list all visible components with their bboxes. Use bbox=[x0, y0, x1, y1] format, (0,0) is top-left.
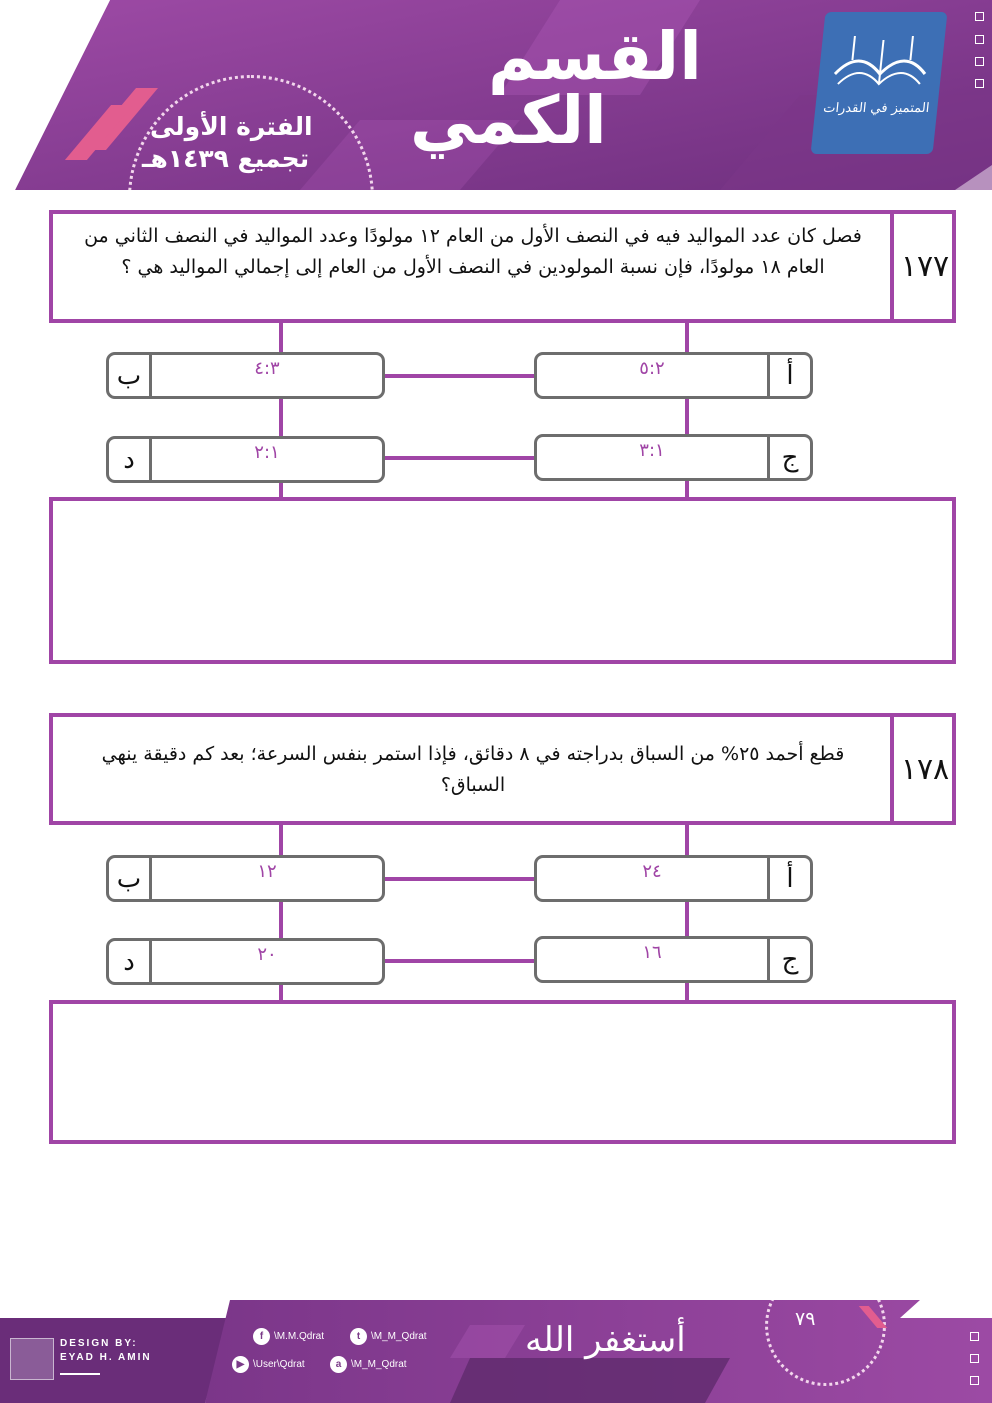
divider bbox=[60, 1373, 100, 1375]
option-label: ج bbox=[767, 437, 810, 478]
facebook-link[interactable] bbox=[253, 1328, 324, 1345]
question-text: قطع أحمد ٢٥% من السباق بدراجته في ٨ دقائق، فإذا استمر بنفس السرعة؛ بعد كم دقيقة ينهي السباق؟ bbox=[101, 743, 845, 796]
option-label: د bbox=[109, 439, 152, 480]
designer-name: EYAD H. AMIN bbox=[60, 1352, 152, 1363]
period-label: الفترة الأولى bbox=[150, 112, 313, 141]
twitter-handle: \M_M_Qdrat bbox=[371, 1331, 427, 1342]
decor-square bbox=[975, 57, 984, 66]
option-d[interactable] bbox=[106, 436, 385, 483]
calligraphy: أستغفر الله bbox=[525, 1320, 686, 1360]
connector-line bbox=[383, 959, 536, 963]
decor-square bbox=[970, 1354, 979, 1363]
answer-box[interactable] bbox=[49, 1000, 956, 1144]
question-text: فصل كان عدد المواليد فيه في النصف الأول من العام ١٢ مولودًا وعدد المواليد في النصف الثاني من العام ١٨ مولودًا، فإن نسبة المولودين في النصف الأول من العام إلى إجمالي المواليد هي ؟ bbox=[84, 225, 862, 278]
option-value: ١٦ bbox=[642, 942, 662, 963]
option-label: ب bbox=[109, 355, 152, 396]
option-value: ٢٠ bbox=[257, 944, 277, 965]
book-icon bbox=[829, 30, 933, 90]
page-footer bbox=[0, 1300, 992, 1403]
ask-icon: a bbox=[330, 1356, 347, 1373]
page-number: ٧٩ bbox=[795, 1308, 816, 1330]
option-value: ٥:٢ bbox=[639, 358, 665, 379]
option-d[interactable] bbox=[106, 938, 385, 985]
connector-line bbox=[383, 456, 536, 460]
decor-square bbox=[970, 1332, 979, 1341]
twitter-link[interactable] bbox=[350, 1328, 427, 1345]
facebook-icon: f bbox=[253, 1328, 270, 1345]
youtube-icon: ▶ bbox=[232, 1356, 249, 1373]
decor-square bbox=[975, 79, 984, 88]
option-value: ٢:١ bbox=[254, 442, 280, 463]
option-b[interactable] bbox=[106, 352, 385, 399]
decor-square bbox=[975, 12, 984, 21]
youtube-link[interactable] bbox=[232, 1356, 305, 1373]
option-b[interactable] bbox=[106, 855, 385, 902]
question-number: ١٧٨ bbox=[890, 717, 956, 821]
logo bbox=[811, 12, 948, 154]
question-box bbox=[49, 713, 956, 825]
connector-line bbox=[383, 374, 536, 378]
option-value: ١٢ bbox=[257, 861, 277, 882]
decor-square bbox=[970, 1376, 979, 1385]
question-number: ١٧٧ bbox=[890, 214, 956, 319]
title-line1: القسم bbox=[488, 18, 702, 95]
ask-link[interactable] bbox=[330, 1356, 407, 1373]
option-value: ٤:٣ bbox=[254, 358, 280, 379]
page-header bbox=[0, 0, 992, 190]
option-label: أ bbox=[767, 858, 810, 899]
logo-text: المتميز في القدرات bbox=[822, 101, 931, 116]
design-by-label: DESIGN BY: bbox=[60, 1338, 138, 1349]
option-c[interactable] bbox=[534, 936, 813, 983]
option-label: أ bbox=[767, 355, 810, 396]
connector-line bbox=[383, 877, 536, 881]
option-label: ب bbox=[109, 858, 152, 899]
title-line2: الكمي bbox=[410, 82, 607, 159]
option-value: ٢٤ bbox=[642, 861, 662, 882]
option-a[interactable] bbox=[534, 352, 813, 399]
option-a[interactable] bbox=[534, 855, 813, 902]
option-value: ٣:١ bbox=[639, 440, 665, 461]
option-c[interactable] bbox=[534, 434, 813, 481]
question-box bbox=[49, 210, 956, 323]
designer-logo bbox=[10, 1338, 54, 1380]
youtube-handle: \User\Qdrat bbox=[253, 1359, 305, 1370]
answer-box[interactable] bbox=[49, 497, 956, 664]
option-label: د bbox=[109, 941, 152, 982]
ask-handle: \M_M_Qdrat bbox=[351, 1359, 407, 1370]
twitter-icon: t bbox=[350, 1328, 367, 1345]
decor-square bbox=[975, 35, 984, 44]
facebook-handle: \M.M.Qdrat bbox=[274, 1331, 325, 1342]
option-label: ج bbox=[767, 939, 810, 980]
collection-label: تجميع ١٤٣٩هـ bbox=[142, 144, 310, 173]
